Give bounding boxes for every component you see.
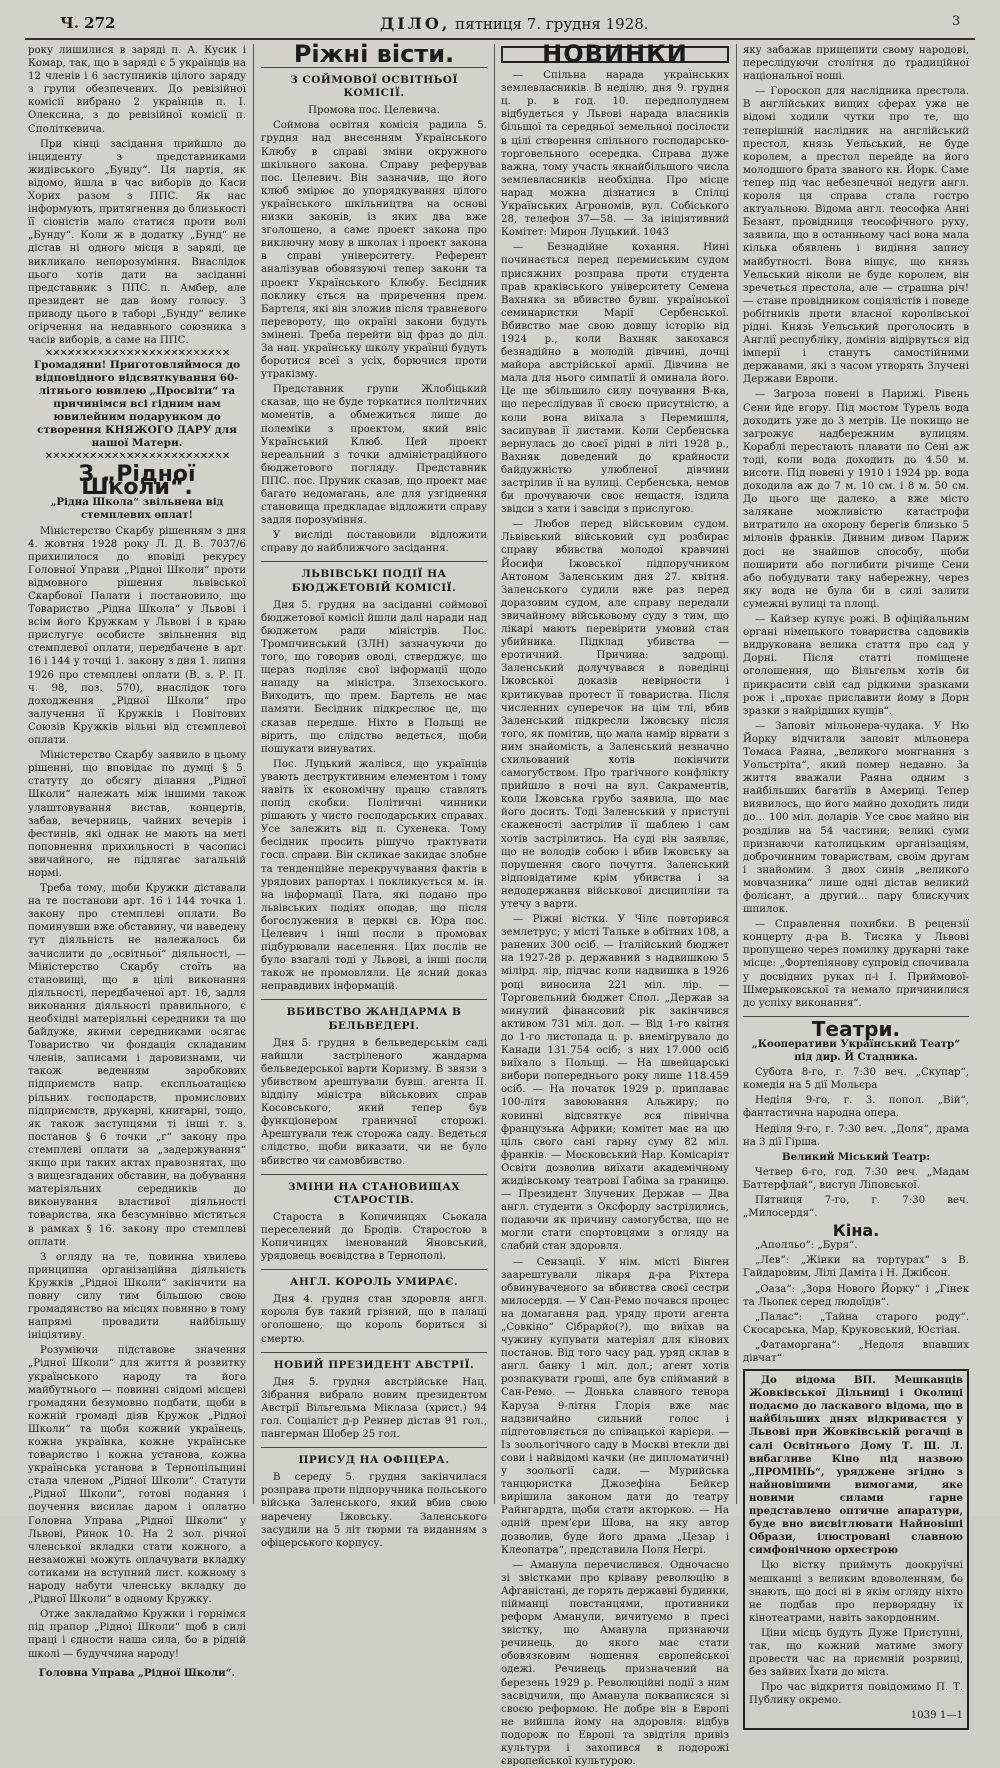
article-paragraph: Соймова освітня комісія радила 5. грудня над внесенням Українського Клюбу в справі зміни окружного шкільного закона. Справу реферував пос. Целевич. Він зазначив, що його клюб змірює до упорядкування цілого українського шкільництва на основі низки законів, із яких два вже зголошено, а саме проект закона про виключну мову в школах і проект закона в справі університету. Референт аналізував обовязуючі тепер закони та проект Українського Клюбу. Бесідник поклику ється на приречення прем. Бартеля, які він зложив після травневого перевороту, що окраїні закони будуть змінені. Треба перейти від фраз до діл. За нац. українську школу українці будуть боротися всеї з усіх, борючися проти утракізму. bbox=[261, 120, 487, 381]
news-item: — Кайзер купує рожі. В офіційальним органі німецького товариства садовиків видрукована велика стаття про сад у Дорні. Після статті поміщене оголошення, що Вільгельм хотів би прикрасити свій сад рідкими зразками рож і „прохає приславити йому в Дорн зразки з найрідших кущів“. bbox=[743, 614, 969, 717]
theatre-listing: Четвер 6-го, год. 7:30 веч. „Мадам Баттерфлай“, виступ Ліповської. bbox=[743, 1166, 969, 1191]
article-paragraph: В середу 5. грудня закінчилася розправа проти підпоручника польського війська Заленського, який вбив свою наречену Іжовську. Заленського засудили на 5 літ тюрми та виданням з офіцерського корпусу. bbox=[261, 1472, 487, 1549]
page-right-number: 3 bbox=[952, 14, 961, 29]
news-item: — Аманула перечислився. Одночасно зі звістками про кріваву революцію в Афганістані, де горять державні будинки, пійманці повстанцями, противники реформ Аманули, вичитуємо в пресі звістку, що Аманула признаючи речинець, до якого має стати обовязковим ношення європейської одежі. Речинець призначений на березень 1929 р. Революційні події з ним засвідчили, що Аманула покваписяся зі своєю реформою. Не добре він в Европі не вийшла йому на здоровля: відбув подорож по Европі та звідтіля привіз культури і захопився в подорожі європейської культурою. bbox=[501, 1559, 729, 1768]
news-item: — Гороскоп для наслідника престола. В англійських вищих сферах уже не відомі ходили чутки про те, що теперішній наслідник на англійський престол, князь Уельський, не буде королем, а престол перейде на його молодшого брата званого кн. Йорк. Саме тепер під час небезпечної недуги англ. короля ця справа стала гостро актуальною. Відома англ. теософка Анні Безант, провідниця теософічного руху, заявила, що в останньому часі вона мала кілька обявлень і видіння запису майбутності. Вона віщує, що князь Уельський ніколи не буде королем, він зречеться престола, але — страшна річ! — стане провідником соціялістів і поведе робітників проти власної королівської рідні. Князь Уельський проголосить в Англії республіку, домінія відірвуться від імперії і станутъ самостійними державами, які з часом утворять Злучені Держави Европи. bbox=[743, 86, 969, 386]
article-paragraph: У висліді постановили відложити справу до найближчого засідання. bbox=[261, 530, 487, 555]
page-header bbox=[0, 8, 1000, 38]
article-headline: ВБИВСТВО ЖАНДАРМА В БЕЛЬВЕДЕРІ. bbox=[286, 1006, 462, 1032]
article-paragraph: При кінці засідання прийшло до інциденту з представниками жидівського „Бунду“. Ця партія, як відомо, йшла в час виборів до Каси Хорих разом з ППС. Як нас інформують, притягнення до близькості її сіоністів мало статися проти волі „Бунду“. Коли ж в додатку „Бунд“ не дістав ні одного місця в заряді, це викликало непорозуміння. Внаслідок цього хотів дати на засіданні представник з ППС. п. Амбер, але президент не дав йому голосу. З приводу цього в таборі „Бунду“ велике огірчення на недавнього союзника з часів виборів, а саме на ППС. bbox=[28, 138, 246, 347]
article-paragraph: Представник групи Жлобіцький сказав, що не буде торкатися політичних моментів, а обмежиться лише до полеміки з проектом, який вніс Український Клюб. Цей проект нереальний з точки адміністраційного бюджетового погляду. Представник ППС. пос. Пруник сказав, що проект має багато недомагань, але для узгіднення становища предкладає відложити справу задля порозуміння. bbox=[261, 384, 487, 527]
section-title-teatry: Театри. bbox=[811, 1016, 901, 1041]
article-paragraph: Отже закладаймо Кружки і горнімся під прапор „Рідної Школи“ щоб в силі праці і єдности наша сила, бо в рідній школі — будуччина народу! bbox=[28, 1609, 246, 1660]
news-item: — Любов перед військовим судом. Львівський військовий суд розбирає справу вбивства молодої кравчині Йосифи Іжовської підпоручником Антоном Заленським дня 27. квітня. Заленського судили вже раз перед доразовим судом, але справу передали звичайному військовому суду з тим, що лікарі мають перевірити умовий стан убийника. Підклад убивства — еротичний. Причина: задрощі. Заленський долучувався в поведінці Іжовської доказів невірности і критикував протест її товариства. Після численних суперечок на цім тлі, вбив Заленський підкресли Іжовську після того, як помітив, що мала намір вірвати з ним знайомість, а Заленський незначно схильований хотів покінчити самогубством. Про трагічного конфлікту прийшло в ночі на вул. Сакраментів, коли Іжовська грубо заявила, що має його досить. Тоді Заленський у приступі скаженості застрілив її шаблею і сам хотів застрілитись. На суді він заявляє, що не володів собою і вбив Іжовську за порушення свого почуття. Заленський відповідатиме крім убивства і за недодержання військової дисципліни та утечу з варти. bbox=[501, 519, 729, 910]
news-item: — Ріжні вістки. У Чілє повторився землетрус; у місті Тальке в обітних 108, а ранених 300 осіб. — Італійський бюджет на 1927-28 р. державний з надвишкою 5 мілірд. лір, підчас коли надвишка в 1926 році виносила 221 міл. лір. — Торговельний бюджет Спол. „Держав за минулий фінансовий рік закінчився активом 731 міл. дол. — Від 1-го квітня до 1-го листопада ц. р. виемігрувало до Канади 131.754 осіб; з них 17.000 осіб виїхало з Польщі. — На швейцарські вибори попереднього року лише 118.459 осіб. — На початок 1929 р. приплаває 100-літя завоювання Альжиру; по ковинні відсвяткує вся північна французька Африки; комітет має на цю ціль свого сані гарну суму 82 міл. франків. — Московський Нар. Комісаріят Освіти дозволив виїхати академічному жидівському театрові Габіма за границю. — Президент Злучених Держав — Два англ. студенти з Оксфорду застрілились, подаючи як причину самогубства, що не могли стати спортовцями з огляду на слабий стан здоровля. bbox=[501, 914, 729, 1253]
news-item: — Спільна нарада українських землевласників. В неділю, дня 9. грудня ц. р. в год. 10. передполуднем відбудеться у Львові нарада власників більшої та середньої земельної посілости в цілі створення спільного господарсько-торговельного осередка. Справа дуже важна, тому участь якнайбільшого числа землевласників необхідна. Про місце нарад можна дізнатися в Спілці Українських Агрономів, вул. Собіського 28, телефон 37—58. — За ініціятивний Комітет: Мирон Луцький. 1043 bbox=[501, 70, 729, 239]
theatre-name: „Кооперативи Український Театр“ під дир. Й Стадника. bbox=[751, 1037, 961, 1064]
issue-date: пятниця 7. грудня 1928. bbox=[455, 15, 649, 33]
article-paragraph: Треба тому, щоби Кружки діставали на те постанови арт. 16 і 144 точка 1. закону про стемплеві оплати. Во поминувши вже обставину, чи наведену тут діяльність не належалось би зачислити до „освітньої“ діяльності, — Міністерство Скарбу стоїть на становищі, що в цілі виконання діяльності, передбаченої арт. 16, задля виконання діяльності правильного, є необхідні матеріяльні середники та що байдуже, якими середниками осягає Товариство чи фондація складаним членів, записами і даровизнами, чи також веденням заробкових підприємств напр. експльоатацією рільних господарств, промислових підприємств, друкарні, книгарні, тощо, як також заступцями ті інші т. з. постанов § 6 точки „г“ закону про стемплеві оплати за „задержування“ якщо при таких актах правознятах, що з вищезгаданих обставин, на добування матеріяльних середників до виконування властивої діяльності товариства, яка безсумнівно міститься в рамках § 16. закону про стемплеві оплати. bbox=[28, 883, 246, 1248]
article-subheadline: Промова пос. Целевича. bbox=[308, 105, 440, 117]
news-item: — Безнадійне кохання. Нині починається перед перемиським судом присяжних розправа проти студента прав краківського університету Семена Вахняка за вбивство бувш. української семинаристки Марії Сербенської. Вбивство мае свою довшу історію від 1924 р., коли Вахняк закохався безнадійно в молодій дівчині, дочці майора австрійської армії. Дівчина не мала для нього симпатії й оминала його. Це ще збільшило силу почування В-ка, що переслідував її своєю присутністю, а коли вона виїхала з Перемишля, засипував її листами. Коли Сербенська вернулась до своєї рідні в літі 1928 р., Вахняк доведений до крайности байдужністю улюбленої дівчини застрілив її на вулиці. Сербенська, немов би прочуваючи своє нещастя, їздила звідси з хати і завсіди з прислугою. bbox=[501, 242, 729, 516]
divider bbox=[261, 1269, 487, 1270]
masthead-title: ДІЛО, bbox=[380, 14, 451, 33]
article-headline: НОВИЙ ПРЕЗИДЕНТ АВСТРІЇ. bbox=[273, 1358, 475, 1371]
divider bbox=[261, 1174, 487, 1175]
column-3 bbox=[501, 40, 729, 1768]
column-1 bbox=[28, 44, 246, 1679]
ad-paragraph: До відома ВП. Мешканців Жовківської Дільниці і Околиці подаємо до ласкавого відома, що в найбільших днях відкриваєтся у Львові при Жовківській рогачці в салі Освітнього Дому Т. Ш. Л. вибагливе Кіно під назвою „ПРОМІНЬ“, уряджене згідно з найновішими вимогами, яке новими силами гарне представлено оптичне апаратури, буде вно висвітлювати Найновіші Образи, ілюстровані славною симфонічною орхестрою bbox=[749, 1374, 963, 1557]
article-paragraph: Пос. Луцький жалівся, що українців увають деструктивним елементом і тому навіть їх економічну працю ставлять попід скобки. Політичні чинники рішають у чисто господарських справах. Усе залежить від п. Сухенека. Тому бесідник просить рішучо трактувати госп. справи. Він скликае закидає злобне та тенденційне перекручування фактів в урядових рапортах і покликується м. ін. на інформації Пата, які подано про львівських подіях оподав, що після богослужения в церкві св. Юра пос. Целевич і інші посли в промовах підбурювали населення. Цих послів не було взагалі тоді у Львові, а інші посли також не промовляли. Це ясний доказ неправдивих інформацій. bbox=[261, 758, 487, 993]
article-paragraph: З огляду на те, повинна хвилево принципна організаційна діяльність Кружків „Рідної Школи“ закінчити на повну силу тим більшою свою громадянство на місцях повинно в тому напрямі провадити найбільшу ініціятиву. bbox=[28, 1251, 246, 1342]
section-title-novynky: НОВИНКИ bbox=[501, 46, 729, 63]
divider bbox=[261, 1352, 487, 1353]
article-headline: АНГЛ. КОРОЛЬ УМИРАЄ. bbox=[289, 1276, 459, 1289]
prosvita-appeal: Громадяни! Приготовляймося до відповідного відсвяткування 60-літнього ювилею „Просвіти“ та причинімся всі гідним нам ювилейним подарунком до створення КНЯЖОГО ДАРУ для нашої Матери. bbox=[33, 359, 241, 450]
article-headline: ЗМІНИ НА СТАНОВИЩАХ СТАРОСТІВ. bbox=[287, 1180, 461, 1206]
article-paragraph: Розуміючи підставове значення „Рідної Школи“ для життя й розвитку українського народу та його майбутнього — повинні свідомі місцеві громадяни безумовно подбати, щоби в кожній громаді діяв Кружок „Рідної Школи“ та щоби кожний українець, кожна українка, кожне українське товариство і кожна установа, кожна українська установа в Тернопільщині стала членом „Рідної Школи“. Статути „Рідної Школи“, готові подання і поучення висилає даром і оплатно Головна Управа „Рідної Школи“ у Львові, Ринок 10. На 2 зол. річної членської вкладки стати кожного, а незаможні можуть оплачувати вкладку сотиками на вступний лист. кожному з народу набути членську вкладку до „Рідної Школи“ в одному Кружку. bbox=[28, 1345, 246, 1606]
column-divider bbox=[494, 44, 495, 1504]
article-paragraph: Міністерство Скарбу рішенням з дня 4. жовтня 1928 року Л. Д. В. 7037/6 прихилилося до вповіді рекурсу Головної Управи „Рідної Школи“ проти відмовного рішення львівської Скарбової Палати і постановило, що Товариство „Рідна Школа“ у Львові і всім його Кружкам у Львові і в краю прислугує особисте звільнення від стемплевої оплати, передбачене в арт. 16 і 144 у точці 1. закону з дня 1. липня 1926 про стемплеві оплати (В. з. Р. П. ч. 98, поз. 570), внаслідок того доходження „Рідної Школи“ про залучення її Кружків і Повітових Союзів Кружків вільні від стемплевої оплати. bbox=[28, 525, 246, 747]
cinema-listing: „Оаза“: „Зоря Нового Йорку“ і „Гінек та Льопек серед людоїдів“. bbox=[743, 1283, 969, 1308]
article-paragraph: Староста в Копичинцях Сьокала переселений до Бродів. Старостою в Копичинцях іменований Яновський, урядовець воєвідства в Тернополі. bbox=[261, 1211, 487, 1263]
divider bbox=[261, 561, 487, 562]
article-paragraph: року лишилися в заряді п. А. Кусик і Комар, так, що в заряді є 5 українців на 12 членів і 6 заступників цілого заряду з групи обезпечених. До ревізійної комісії вибрано 2 українців п. І. Олексина, з до ревізійної комісії п. Споліткевича. bbox=[28, 45, 246, 135]
section-title-rizhni-visty: Ріжні вісти. bbox=[293, 40, 455, 68]
cinema-listing: „Лев“: „Жінки на тортурах“ з В. Гайдаровим, Лілі Даміта і Н. Джібсон. bbox=[743, 1255, 969, 1280]
column-divider bbox=[736, 44, 737, 1504]
column-divider bbox=[253, 44, 254, 1504]
page-number: Ч. 272 bbox=[60, 14, 116, 32]
header-rule bbox=[25, 38, 975, 40]
column-4 bbox=[743, 44, 969, 1722]
news-item: — Загроза повені в Парижі. Рівень Сени йде вгору. Під мостом Турель вода доходить уже до 3 метрів. Це покищо не загрожує надбережним вулицям. Кораблі перестають плавати по Сені аж тоді, коли вода доходить до 4.50 м. висоти. Під повені у 1910 і 1924 рр. вода доходила аж до 7 м. 10 см. і 8 м. 50 см. До цього ще далеко, а вже місто залякане можливістю катастрофи витратило на охорону берегів близько 5 мілонів франків. Дивним дивом Париж досі не знайшов способу, щоби поширити або поглибити річище Сени або побудувати таку набережну, через яку вода не була би в силі залити сумежні вулиці та площі. bbox=[743, 389, 969, 610]
theatre-name: Великий Міський Театр: bbox=[782, 1150, 930, 1163]
divider bbox=[261, 999, 487, 1000]
news-item: — Сензації. У нім. місті Бінген заарештували лікаря д-ра Ріхтера обвинуваченого за вбивства своєї сестри милосердя. — У Сан-Ремо почався процес на домагання рад. уряду проти агента „Совкіно“ Сібрарйо(?), що виїхав на чужину купувати матеріял для кінових постанов. Від того часу рад. уряд склав в англ. банку 1 міл. дол.; агент хотів розпакувати гроші, але був спійманий в Сан-Ремо. — Донька славного тенора Каруза 9-літня Глорія вже має надзвичайно сильний голос і підготовляється до співацької карієри. — Із зоольогічного саду в Москві втекли дві сови і найвідомі качки (не дипломатичні) у зоольогії сади. — Мурийська танцюристка Джозефіна Бейкер вирішила законом дати до театру Райнгардта, щоби стати акторкою. — На одній прем’єри Шова, на яку автор дозволив, буде його драма „Цезар і Клеопатра“, представила Поля Негрі. bbox=[501, 1256, 729, 1556]
ornament-divider: ✕✕✕✕✕✕✕✕✕✕✕✕✕✕✕✕✕✕✕✕✕✕✕✕✕ bbox=[44, 451, 230, 463]
masthead bbox=[380, 14, 649, 33]
cinema-listing: „Палас“: „Тайна старого роду“. Скосарська, Мар, Круковський, Юстіан. bbox=[743, 1311, 969, 1336]
cinema-listing: „Аполльо“: „Буря“. bbox=[755, 1240, 858, 1252]
theatre-listing: Неділя 9-го, г. 3. попол. „Вій“, фантастична народна опера. bbox=[743, 1095, 969, 1120]
news-item: — Заповіт мільонера-чудака. У Ню Йорку відчитали заповіт мільонера Томаса Раяна, „великого монгнання з Уольстріта“, який помер недавно. За життя вважали Раяна одним з найбільших багатіїв в Америці. Тепер виявилось, що його майно доходить лиди до... 100 міл. доларів. Усе своє майно він розділив на 54 частини; великі суми признаючи католицьким організаціям, доброчинним товариствам, своїм другам і знайомим. З двох синів „великого мовчазника“ лише одні дістав великий фолісант, а другий... пару блискучих шпилок. bbox=[743, 720, 969, 916]
ad-paragraph: Цю вістку приймуть доокруїчні мешканці з великим вдоволенням, бо знають, що досі ні в якім огляду ніхто не подбав про перворядну їх кінотеатрами, навіть закордонним. bbox=[749, 1560, 963, 1624]
article-headline: ПРИСУД НА ОФІЦЕРА. bbox=[298, 1454, 450, 1467]
news-item: — Справлення похибки. В рецензії концерту д-ра В. Тисяка у Львові пропущено через помилку друкарні таке місце: „Фортепіянову супровід спочивала у досвідних руках п-і І. Приймової-Шмерыковської та немало причинилися до успіху виконання“. bbox=[743, 919, 969, 1009]
ornament-divider: ✕✕✕✕✕✕✕✕✕✕✕✕✕✕✕✕✕✕✕✕✕✕✕✕✕ bbox=[44, 348, 230, 360]
article-paragraph: Дня 5. грудня в бельведерськім саді найшли застріленого жандарма бельведерської варти Коризму. В звязи з убивством арештували бувш. агента ІІ. відділу міністра військових справ Косовського, який тепер був функціонером граничної сторожі. Арештували теж сторожа саду. Ведеться слідство, щоби виказати, чи не було вбивство чи самовбивство. bbox=[261, 1037, 487, 1167]
article-headline: З СОЙМОВОЇ ОСВІТНЬОЇ КОМІСІЇ. bbox=[290, 74, 458, 100]
section-subtitle: „Рідна Школа“ звільнена від стемплевих оплат! bbox=[50, 496, 224, 522]
ad-paragraph: Ціни місць будуть Дуже Приступні, так, що кожний матиме змогу провести час на приємній розрвиці, без зайвих Їхати до міста. bbox=[749, 1627, 963, 1679]
article-headline: ЛЬВІВСЬКІ ПОДІЇ НА БЮДЖЕТОВІЙ КОМІСІЇ. bbox=[291, 568, 457, 594]
divider bbox=[261, 1447, 487, 1448]
signature: Головна Управа „Рідної Школи“. bbox=[38, 1666, 236, 1679]
article-paragraph: Дня 5. грудня на засіданні соймової бюджетової комісії йшли далі наради над бюджетом ради міністрів. Пос. Тромпчинський (ЗЛН) зазначуючи до того, що говорив оводі, стверджує, що щераз поділяє свої інформації щодо нападу на міністра. Злзехоського. Виходить, що прем. Бартель не має памяти. Бесідник підкреслює це, що сказав передше. Ніхто в Польщі не вірить, що слідство ведеться, щоби пошукати винуватих. bbox=[261, 599, 487, 755]
ad-paragraph: Про час відкриття повідомимо П. Т. Публику окремо. bbox=[749, 1682, 963, 1707]
article-paragraph: Міністерство Скарбу заявило в цьому рішенні, що вповідає по думці § 5. статуту до обсягу ділання „Рідної Школи“ належать між іншими також улаштовування вистав, концертів, забав, вечерниць, чайних вечерів і фестинів, які однак не мають на меті поповнення прихильності в часописі звичайного, не підлягає загальній нормі. bbox=[28, 750, 246, 879]
theatre-listing: Субота 8-го, г. 7:30 веч. „Скупар“, комедія на 5 дії Мольєра bbox=[743, 1067, 969, 1092]
section-title-ridna-shkola: З „Рідної Школи“. bbox=[78, 462, 196, 501]
article-paragraph: Дня 4. грудня стан здоровля англ. короля був такий грізний, що в палаці оголошено, що король бориться зі смертю. bbox=[261, 1294, 487, 1345]
cinema-advertisement bbox=[743, 1369, 969, 1729]
cinema-listing: „Фатаморгана“: „Недоля впавших дівчат“ bbox=[743, 1339, 969, 1364]
section-title-kina: Кіна. bbox=[832, 1221, 880, 1241]
article-paragraph: Дня 5. грудня австрійське Нац. Зібрання вибрало новим президентом Австрії Вільгельма Міклаза (христ.) 94 гол. Соціаліст д-р Реннер дістав 91 гол., пангерман Шобер 25 гол. bbox=[261, 1376, 487, 1441]
ad-code: 1039 1—1 bbox=[910, 1710, 963, 1722]
theatre-listing: Пятниця 7-го, г. 7:30 веч. „Милосердя“. bbox=[743, 1194, 969, 1220]
news-item: яку забажав прищепити свому народові, переслідуючи столітня до традиційної національної ноші. bbox=[743, 45, 969, 83]
column-2 bbox=[261, 40, 487, 1549]
theatre-listing: Неділя 9-го, г. 7:30 веч. „Доля“, драма на 3 дії Гірша. bbox=[743, 1123, 969, 1148]
